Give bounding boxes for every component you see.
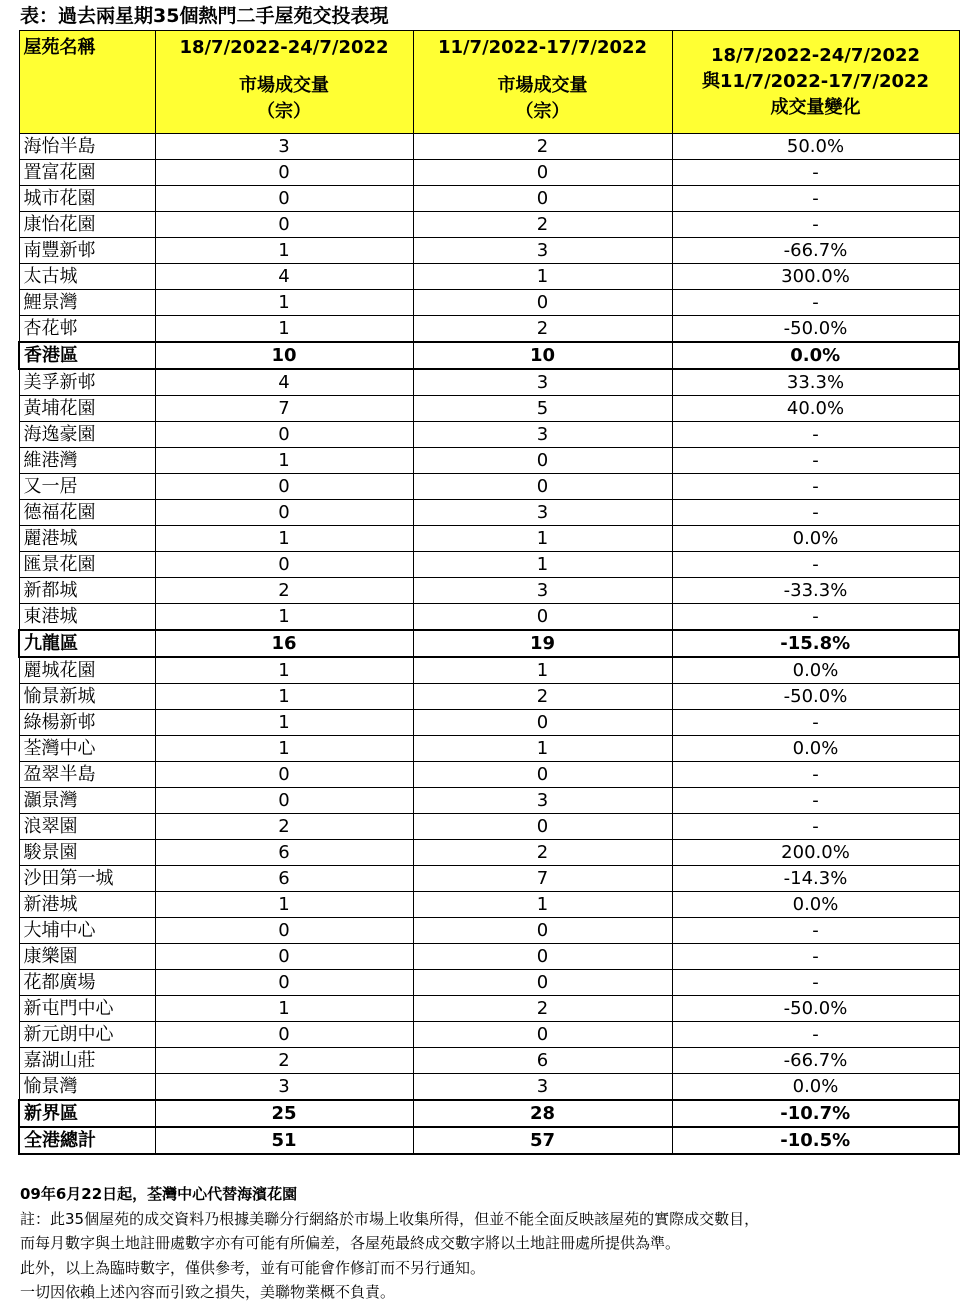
table-row <box>19 552 959 578</box>
change-cell: - <box>672 970 959 996</box>
change-cell: - <box>672 918 959 944</box>
table-row <box>19 396 959 422</box>
estate-name-cell: 城市花園 <box>19 186 155 212</box>
current-volume-cell: 6 <box>155 866 413 892</box>
table-row <box>19 422 959 448</box>
current-volume-cell: 0 <box>155 944 413 970</box>
estate-name-cell: 駿景園 <box>19 840 155 866</box>
estate-name-cell: 盈翠半島 <box>19 762 155 788</box>
table-row <box>19 264 959 290</box>
change-cell: -33.3% <box>672 578 959 604</box>
current-volume-cell: 0 <box>155 788 413 814</box>
previous-volume-cell: 1 <box>413 552 672 578</box>
estate-name-cell: 黃埔花園 <box>19 396 155 422</box>
table-row <box>19 814 959 840</box>
change-cell: -66.7% <box>672 238 959 264</box>
change-cell: - <box>672 552 959 578</box>
header-change-line3: 成交量變化 <box>770 97 861 118</box>
current-volume-cell: 0 <box>155 422 413 448</box>
note-line: 而每月數字與土地註冊處數字亦有可能有所偏差，各屋苑最終成交數字將以土地註冊處所提供為準。 <box>20 1234 681 1252</box>
estate-name-cell: 東港城 <box>19 604 155 631</box>
table-row <box>19 970 959 996</box>
previous-volume-cell: 3 <box>413 578 672 604</box>
note-line: 註：此35個屋苑的成交資料乃根據美聯分行網絡於市場上收集所得，但並不能全面反映該屋苑的實際成交數目， <box>20 1209 760 1228</box>
estate-name-cell: 新元朗中心 <box>19 1022 155 1048</box>
estate-name-cell: 海逸豪園 <box>19 422 155 448</box>
estate-name-cell: 杏花邨 <box>19 316 155 343</box>
estate-name-cell: 維港灣 <box>19 448 155 474</box>
current-volume-cell: 1 <box>155 996 413 1022</box>
change-cell: 0.0% <box>672 892 959 918</box>
subtotal-row <box>19 1100 959 1127</box>
current-volume-cell: 0 <box>155 186 413 212</box>
previous-volume-cell: 2 <box>413 316 672 343</box>
current-volume-cell: 1 <box>155 526 413 552</box>
estate-name-cell: 置富花園 <box>19 160 155 186</box>
change-cell: 0.0% <box>672 526 959 552</box>
current-volume-cell: 1 <box>155 657 413 684</box>
table-row <box>19 736 959 762</box>
table-row <box>19 710 959 736</box>
change-cell: - <box>672 814 959 840</box>
current-volume-cell: 3 <box>155 134 413 160</box>
current-volume-cell: 0 <box>155 160 413 186</box>
table-row <box>19 996 959 1022</box>
previous-volume-cell: 1 <box>413 657 672 684</box>
current-volume-cell: 0 <box>155 500 413 526</box>
estate-name-cell: 美孚新邨 <box>19 369 155 396</box>
change-cell: - <box>672 1022 959 1048</box>
change-cell: -66.7% <box>672 1048 959 1074</box>
change-cell: - <box>672 944 959 970</box>
table-header-row <box>19 31 959 134</box>
previous-volume-cell: 3 <box>413 238 672 264</box>
previous-volume-cell: 0 <box>413 474 672 500</box>
previous-volume-cell: 3 <box>413 500 672 526</box>
table-row <box>19 526 959 552</box>
table-row <box>19 160 959 186</box>
table-row <box>19 1074 959 1101</box>
estate-name-cell: 太古城 <box>19 264 155 290</box>
change-cell: - <box>672 290 959 316</box>
table-row <box>19 500 959 526</box>
change-cell: 0.0% <box>672 1074 959 1101</box>
change-cell: - <box>672 160 959 186</box>
table-row <box>19 474 959 500</box>
header-period-previous-unit: （宗） <box>515 101 570 122</box>
estate-name-cell: 灝景灣 <box>19 788 155 814</box>
estate-name-cell: 綠楊新邨 <box>19 710 155 736</box>
previous-volume-cell: 0 <box>413 944 672 970</box>
estate-name-cell: 南豐新邨 <box>19 238 155 264</box>
change-cell: - <box>672 448 959 474</box>
table-row <box>19 892 959 918</box>
estate-name-cell: 德福花園 <box>19 500 155 526</box>
table-row <box>19 290 959 316</box>
table-row <box>19 684 959 710</box>
estate-name-cell: 浪翠園 <box>19 814 155 840</box>
estate-name-cell: 康樂園 <box>19 944 155 970</box>
estate-name-cell: 匯景花園 <box>19 552 155 578</box>
current-volume-cell: 2 <box>155 1048 413 1074</box>
estate-name-cell: 花都廣場 <box>19 970 155 996</box>
change-cell: 33.3% <box>672 369 959 396</box>
change-cell: - <box>672 604 959 631</box>
estate-name-cell: 新都城 <box>19 578 155 604</box>
change-cell: -10.5% <box>672 1127 959 1154</box>
note-replacement: 09年6月22日起，荃灣中心代替海濱花園 <box>20 1185 298 1203</box>
current-volume-cell: 2 <box>155 578 413 604</box>
current-volume-cell: 1 <box>155 290 413 316</box>
current-volume-cell: 0 <box>155 970 413 996</box>
table-row <box>19 238 959 264</box>
estate-name-cell: 香港區 <box>19 342 155 369</box>
previous-volume-cell: 0 <box>413 710 672 736</box>
estate-name-cell: 鯉景灣 <box>19 290 155 316</box>
previous-volume-cell: 3 <box>413 788 672 814</box>
current-volume-cell: 1 <box>155 892 413 918</box>
estate-name-cell: 九龍區 <box>19 630 155 657</box>
estate-name-cell: 麗城花園 <box>19 657 155 684</box>
estate-name-cell: 大埔中心 <box>19 918 155 944</box>
table-row <box>19 186 959 212</box>
current-volume-cell: 0 <box>155 212 413 238</box>
previous-volume-cell: 1 <box>413 892 672 918</box>
current-volume-cell: 0 <box>155 552 413 578</box>
current-volume-cell: 1 <box>155 448 413 474</box>
estate-name-cell: 新港城 <box>19 892 155 918</box>
change-cell: 0.0% <box>672 736 959 762</box>
current-volume-cell: 7 <box>155 396 413 422</box>
estate-name-cell: 愉景灣 <box>19 1074 155 1101</box>
previous-volume-cell: 2 <box>413 684 672 710</box>
subtotal-row <box>19 630 959 657</box>
previous-volume-cell: 1 <box>413 264 672 290</box>
change-cell: 0.0% <box>672 342 959 369</box>
change-cell: -10.7% <box>672 1100 959 1127</box>
current-volume-cell: 0 <box>155 474 413 500</box>
previous-volume-cell: 5 <box>413 396 672 422</box>
note-line: 一切因依賴上述內容而引致之損失，美聯物業概不負責。 <box>20 1283 396 1301</box>
table-body <box>19 134 959 1155</box>
header-change-line2: 與11/7/2022-17/7/2022 <box>701 71 930 92</box>
previous-volume-cell: 2 <box>413 134 672 160</box>
estate-name-cell: 麗港城 <box>19 526 155 552</box>
change-cell: 0.0% <box>672 657 959 684</box>
change-cell: -50.0% <box>672 996 959 1022</box>
header-change <box>672 31 959 134</box>
change-cell: 40.0% <box>672 396 959 422</box>
header-period-previous <box>413 31 672 134</box>
current-volume-cell: 25 <box>155 1100 413 1127</box>
table-row <box>19 840 959 866</box>
current-volume-cell: 1 <box>155 736 413 762</box>
header-estate-name-label: 屋苑名稱 <box>23 37 96 58</box>
previous-volume-cell: 0 <box>413 290 672 316</box>
note-line: 此外，以上為臨時數字，僅供參考，並有可能會作修訂而不另行通知。 <box>20 1258 486 1277</box>
change-cell: -50.0% <box>672 684 959 710</box>
current-volume-cell: 0 <box>155 918 413 944</box>
change-cell: 50.0% <box>672 134 959 160</box>
previous-volume-cell: 3 <box>413 422 672 448</box>
table-row <box>19 1048 959 1074</box>
estate-name-cell: 康怡花園 <box>19 212 155 238</box>
current-volume-cell: 1 <box>155 238 413 264</box>
current-volume-cell: 3 <box>155 1074 413 1101</box>
previous-volume-cell: 0 <box>413 604 672 631</box>
previous-volume-cell: 6 <box>413 1048 672 1074</box>
estate-name-cell: 全港總計 <box>19 1127 155 1154</box>
current-volume-cell: 1 <box>155 316 413 343</box>
page-title: 表：過去兩星期35個熱門二手屋苑交投表現 <box>20 5 389 27</box>
change-cell: - <box>672 500 959 526</box>
change-cell: -14.3% <box>672 866 959 892</box>
previous-volume-cell: 2 <box>413 996 672 1022</box>
table-row <box>19 604 959 631</box>
change-cell: - <box>672 212 959 238</box>
table-row <box>19 1022 959 1048</box>
header-period-current-unit: （宗） <box>257 101 311 122</box>
table-row <box>19 212 959 238</box>
change-cell: - <box>672 186 959 212</box>
estate-name-cell: 沙田第一城 <box>19 866 155 892</box>
estate-name-cell: 海怡半島 <box>19 134 155 160</box>
change-cell: - <box>672 788 959 814</box>
current-volume-cell: 0 <box>155 762 413 788</box>
table-row <box>19 762 959 788</box>
current-volume-cell: 6 <box>155 840 413 866</box>
previous-volume-cell: 0 <box>413 970 672 996</box>
previous-volume-cell: 0 <box>413 762 672 788</box>
header-period-current <box>155 31 413 134</box>
header-period-previous-range: 11/7/2022-17/7/2022 <box>437 37 648 58</box>
change-cell: 200.0% <box>672 840 959 866</box>
table-row <box>19 448 959 474</box>
previous-volume-cell: 0 <box>413 1022 672 1048</box>
table-row <box>19 657 959 684</box>
previous-volume-cell: 57 <box>413 1127 672 1154</box>
previous-volume-cell: 1 <box>413 526 672 552</box>
table-row <box>19 134 959 160</box>
header-period-current-range: 18/7/2022-24/7/2022 <box>179 37 389 58</box>
current-volume-cell: 51 <box>155 1127 413 1154</box>
previous-volume-cell: 0 <box>413 814 672 840</box>
estate-name-cell: 荃灣中心 <box>19 736 155 762</box>
previous-volume-cell: 3 <box>413 1074 672 1101</box>
current-volume-cell: 0 <box>155 1022 413 1048</box>
current-volume-cell: 10 <box>155 342 413 369</box>
transaction-table <box>18 30 960 1155</box>
previous-volume-cell: 7 <box>413 866 672 892</box>
previous-volume-cell: 0 <box>413 160 672 186</box>
previous-volume-cell: 0 <box>413 918 672 944</box>
previous-volume-cell: 2 <box>413 840 672 866</box>
change-cell: - <box>672 474 959 500</box>
current-volume-cell: 1 <box>155 604 413 631</box>
estate-name-cell: 嘉湖山莊 <box>19 1048 155 1074</box>
current-volume-cell: 1 <box>155 684 413 710</box>
subtotal-row <box>19 342 959 369</box>
estate-name-cell: 新屯門中心 <box>19 996 155 1022</box>
current-volume-cell: 1 <box>155 710 413 736</box>
table-row <box>19 918 959 944</box>
table-row <box>19 944 959 970</box>
table-row <box>19 369 959 396</box>
previous-volume-cell: 1 <box>413 736 672 762</box>
notes-section <box>20 1182 759 1305</box>
estate-name-cell: 又一居 <box>19 474 155 500</box>
estate-name-cell: 愉景新城 <box>19 684 155 710</box>
current-volume-cell: 16 <box>155 630 413 657</box>
table-row <box>19 578 959 604</box>
estate-name-cell: 新界區 <box>19 1100 155 1127</box>
header-period-current-volume: 市場成交量 <box>239 75 329 96</box>
previous-volume-cell: 2 <box>413 212 672 238</box>
table-row <box>19 866 959 892</box>
change-cell: -50.0% <box>672 316 959 343</box>
change-cell: -15.8% <box>672 630 959 657</box>
change-cell: - <box>672 710 959 736</box>
current-volume-cell: 2 <box>155 814 413 840</box>
current-volume-cell: 4 <box>155 369 413 396</box>
change-cell: 300.0% <box>672 264 959 290</box>
previous-volume-cell: 0 <box>413 448 672 474</box>
change-cell: - <box>672 422 959 448</box>
header-change-line1: 18/7/2022-24/7/2022 <box>710 45 921 66</box>
current-volume-cell: 4 <box>155 264 413 290</box>
previous-volume-cell: 28 <box>413 1100 672 1127</box>
header-period-previous-volume: 市場成交量 <box>497 75 588 96</box>
previous-volume-cell: 10 <box>413 342 672 369</box>
subtotal-row <box>19 1127 959 1154</box>
table-row <box>19 788 959 814</box>
previous-volume-cell: 19 <box>413 630 672 657</box>
header-estate-name <box>19 31 155 134</box>
change-cell: - <box>672 762 959 788</box>
previous-volume-cell: 3 <box>413 369 672 396</box>
table-row <box>19 316 959 343</box>
previous-volume-cell: 0 <box>413 186 672 212</box>
